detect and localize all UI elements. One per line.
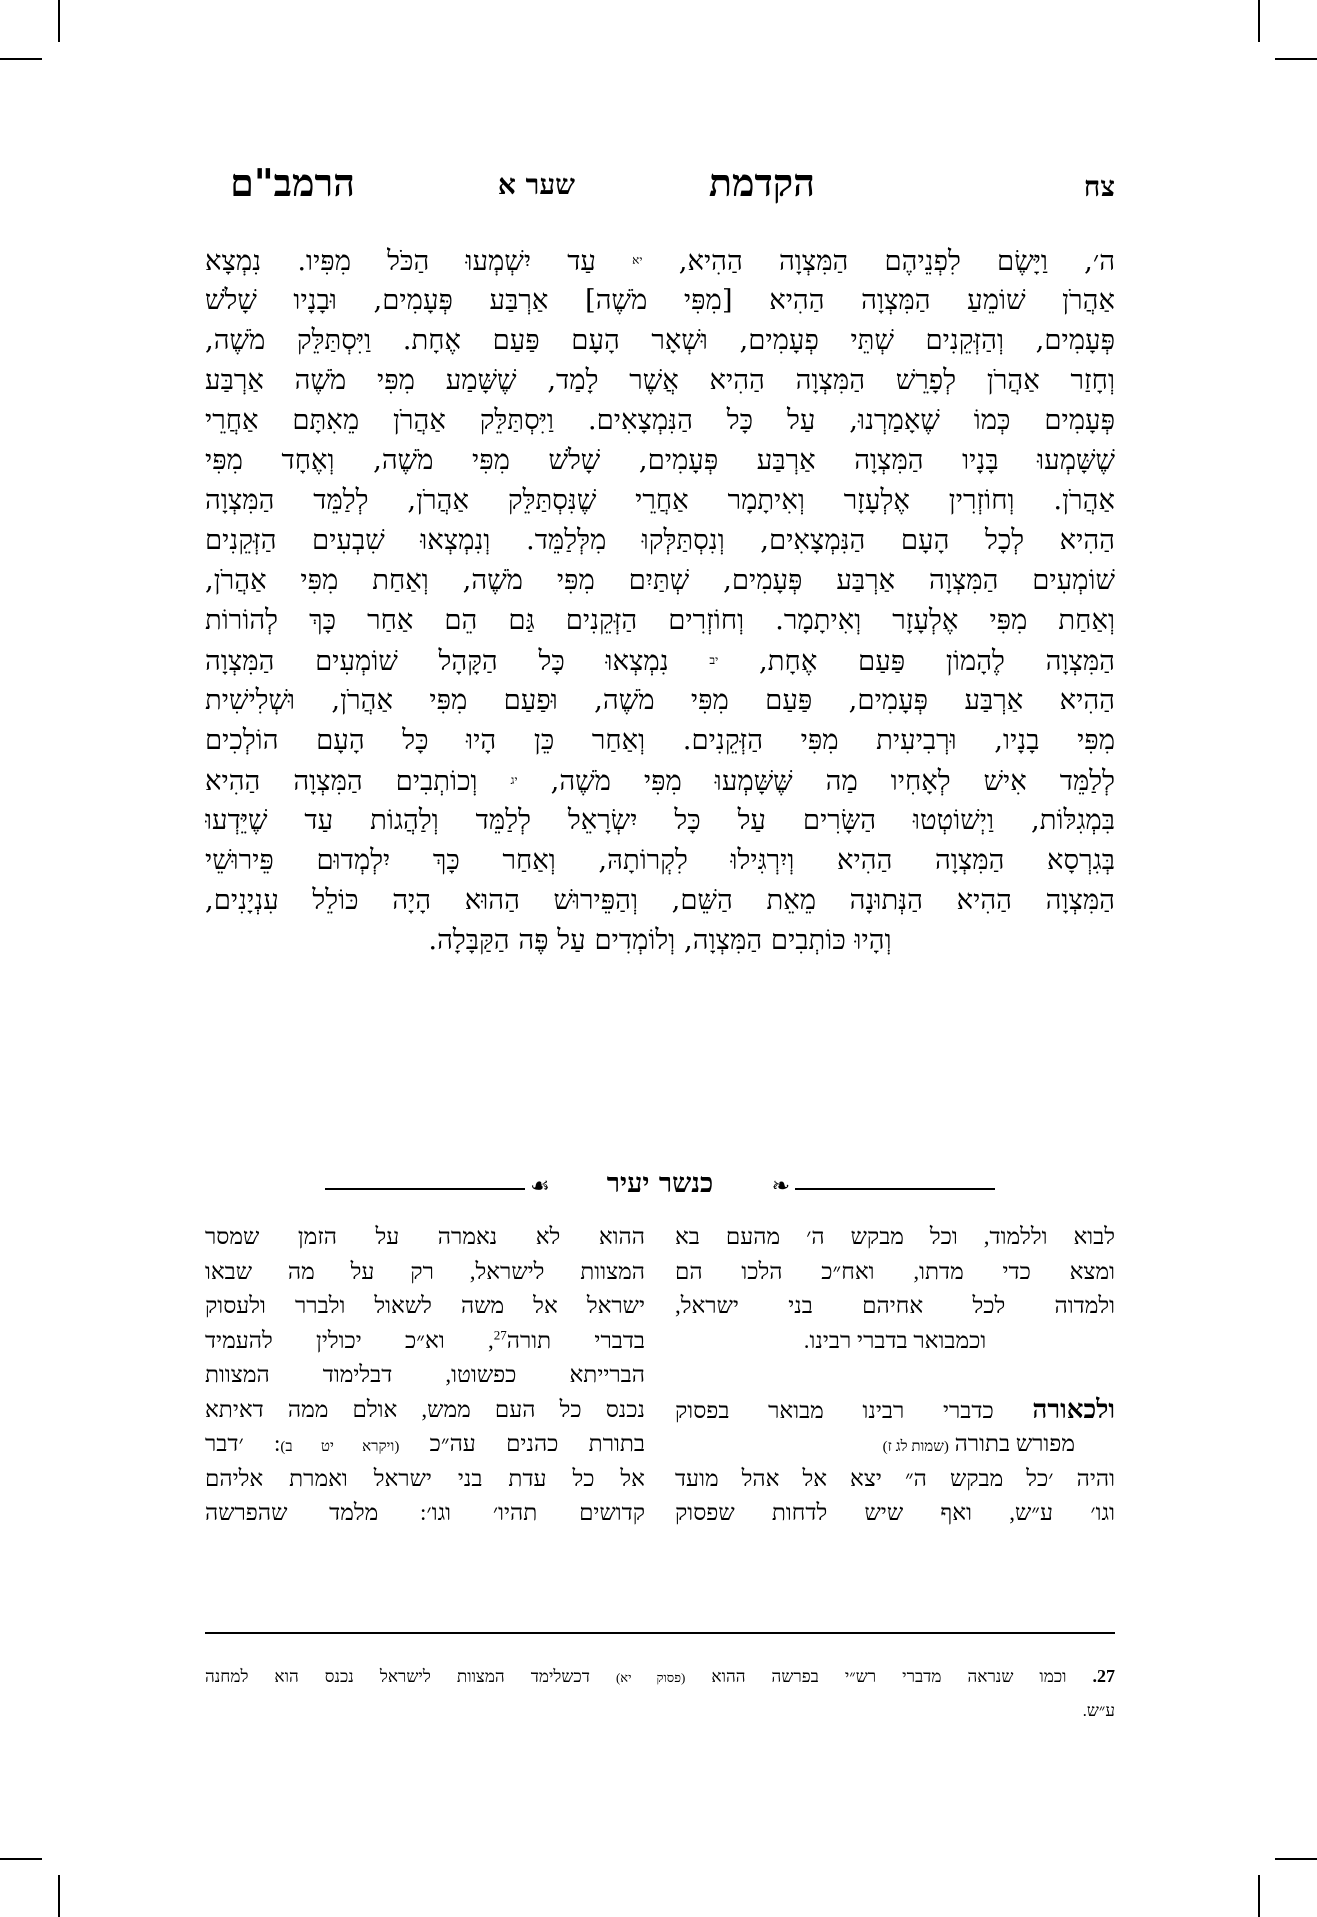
text-line: מִפִּי בָנָיו, וּרְבִיעִית מִפִּי הַזְּקֵנִים. וְאַחַר כֵּן הָיוּ כָּל הָעָם הוֹלְכִים xyxy=(205,724,1115,756)
footnote-line: 27. וכמו שנראה מדברי רש״י בפרשה ההוא (פסוק יא) דכשלימד המצוות לישראל נכנס הוא למחנה xyxy=(205,1666,1116,1686)
footnote-line: ע״ש. xyxy=(1082,1701,1115,1720)
main-text xyxy=(205,240,1115,960)
text-line: לְלַמֵּד אִישׁ לְאָחִיו מַה שֶּׁשָּׁמְעוּ מִפִּי מֹשֶׁה, $^{יג}$ וְכוֹתְבִים הַמִּצְוָה הַהִיא xyxy=(205,765,1115,797)
text-line: ישראל אל משה לשאול ולברר ולעסוק xyxy=(205,1293,645,1318)
crop-mark xyxy=(1258,1875,1260,1917)
paragraph-marker: יג xyxy=(510,773,518,787)
text-line: וכמבואר בדברי רבינו. xyxy=(803,1327,987,1353)
text-line: בְּגִרְסָא הַמִּצְוָה הַהִיא וְיִרְגִּילוּ לִקְרוֹתָהּ, וְאַחַר כָּךְ יִלְמְדוּם פֵּירוּשֵׁי xyxy=(205,844,1115,876)
book-title: הרמב"ם xyxy=(230,160,355,205)
commentary-column-left xyxy=(205,1220,645,1531)
commentary-divider xyxy=(325,1168,995,1202)
source-reference: (פסוק יא) xyxy=(615,1670,686,1685)
text-line: הַמִּצְוָה הַהִיא הַנְּתוּנָה מֵאֵת הַשֵּׁם, וְהַפֵּירוּשׁ הַהוּא הָיָה כּוֹלֵל עִנְיָנִים, xyxy=(205,884,1115,916)
text-line: לבוא וללמוד, וכל מבקש ה׳ מהעם בא xyxy=(675,1224,1115,1249)
paragraph-marker: יב xyxy=(709,653,719,667)
text-line: הברייתא כפשוטו, דבלימוד המצוות xyxy=(205,1362,645,1387)
text-line: הַהִיא לְכָל הָעָם הַנִּמְצָאִים, וְנִסְתַּלְּקוּ מִלְּלַמֵּד. וְנִמְצְאוּ שִׁבְעִים הַזְּקֵנִים xyxy=(205,524,1115,556)
text-line: פְּעָמִים כְּמוֹ שֶׁאָמַרְנוּ, עַל כָּל הַנִּמְצָאִים. וַיִּסְתַּלֵּק אַהֲרֹן מֵאִתָּם אַחֲרֵי xyxy=(205,404,1115,436)
text-line: פְּעָמִים, וְהַזְּקֵנִים שְׁתֵּי פְעָמִים, וּשְׁאָר הָעָם פַּעַם אֶחָת. וַיִּסְתַּלֵּק מֹשֶׁה, xyxy=(205,324,1115,356)
page-number: צח xyxy=(1083,170,1115,203)
text-line: ה׳, וַיָּשֶׂם לִפְנֵיהֶם הַמִּצְוָה הַהִיא, $^{יא}$ עַד יִשְׁמְעוּ הַכֹּל מִפִּיו. נִמְצָא xyxy=(205,245,1115,277)
lead-word: ולכאורה xyxy=(1032,1394,1116,1425)
crop-mark xyxy=(1275,58,1317,60)
text-line: נכנס כל העם ממש, אולם ממה דאיתא xyxy=(205,1396,645,1422)
text-line: המצוות לישראל, רק על מה שבאו xyxy=(205,1258,645,1284)
text-line: בדברי תורה$^{27}$, וא״כ יכולין להעמיד xyxy=(205,1326,645,1353)
paragraph-gap xyxy=(675,1358,1115,1393)
footnote-number: 27. xyxy=(1092,1666,1116,1686)
text-line: וְהָיוּ כּוֹתְבִים הַמִּצְוָה, וְלוֹמְדִים עַל פֶּה הַקַּבָּלָה. xyxy=(428,924,892,956)
running-header xyxy=(205,160,1115,220)
footnote-rule xyxy=(205,1632,1115,1634)
flourish-ornament-icon: ❧ xyxy=(771,1174,790,1199)
text-line: בתורת כהנים עה״כ (ויקרא יט ב): ׳דבר xyxy=(205,1431,645,1456)
text-line: אל כל עדת בני ישראל ואמרת אליהם xyxy=(205,1465,645,1491)
divider-rule xyxy=(325,1188,525,1190)
source-reference: (שמות לג ז) xyxy=(882,1439,949,1455)
text-line: ולכאורה כדברי רבינו מבואר בפסוק xyxy=(675,1394,1116,1425)
text-line: קדושים תהיו׳ וגו׳: מלמד שהפרשה xyxy=(205,1500,645,1525)
commentary-column-right xyxy=(675,1220,1115,1531)
gate-label: שער א xyxy=(497,168,575,201)
commentary-title: כנשר יעיר xyxy=(606,1168,714,1199)
text-line: הַמִּצְוָה לֶהָמוֹן פַּעַם אֶחָת, $^{יב}$ נִמְצְאוּ כָּל הַקָּהָל שׁוֹמְעִים הַמִּצְוָה xyxy=(205,645,1115,677)
crop-mark xyxy=(1258,0,1260,42)
footnote-27 xyxy=(205,1660,1115,1727)
flourish-ornament-icon: ☙ xyxy=(530,1174,550,1199)
text-line: וגו׳ ע״ש, ואף שיש לדחות שפסוק xyxy=(675,1500,1115,1525)
text-line: והיה ׳כל מבקש ה״ יצא אל אהל מועד xyxy=(675,1465,1115,1491)
crop-mark xyxy=(0,1858,42,1860)
text-line: אַהֲרֹן. וְחוֹזְרִין אֶלְעָזָר וְאִיתָמָר אַחֲרֵי שֶׁנִּסְתַּלֵּק אַהֲרֹן, לְלַמֵּד הַמִּצְוָה xyxy=(205,484,1115,516)
text-line: שׁוֹמְעִים הַמִּצְוָה אַרְבַּע פְּעָמִים, שְׁתַּיִם מִפִּי מֹשֶׁה, וְאַחַת מִפִּי אַהֲרֹן, xyxy=(205,564,1115,596)
section-title: הקדמת xyxy=(708,160,815,205)
crop-mark xyxy=(1275,1858,1317,1860)
text-line: וְאַחַת מִפִּי אֶלְעָזָר וְאִיתָמָר. וְחוֹזְרִים הַזְּקֵנִים גַּם הֵם אַחַר כָּךְ לְהוֹרוֹת xyxy=(205,604,1115,636)
source-reference: (ויקרא יט ב) xyxy=(280,1439,400,1455)
footnote-ref[interactable]: 27 xyxy=(493,1326,507,1342)
crop-mark xyxy=(58,1875,60,1917)
text-line: שֶׁשָּׁמְעוּ בָּנָיו הַמִּצְוָה אַרְבַּע פְּעָמִים, שָׁלֹשׁ מִפִּי מֹשֶׁה, וְאֶחָד מִפִּי xyxy=(205,444,1115,476)
text-line: מפורש בתורה (שמות לג ז) xyxy=(882,1431,1075,1456)
text-line: וְחָזַר אַהֲרֹן לְפָרֵשׁ הַמִּצְוָה הַהִיא אֲשֶׁר לָמַד, שֶׁשָּׁמַע מִפִּי מֹשֶׁה אַרְבַּע xyxy=(205,364,1115,396)
text-line: אַהֲרֹן שׁוֹמֵעַ הַמִּצְוָה הַהִיא [מִפִּי מֹשֶׁה] אַרְבַּע פְּעָמִים, וּבָנָיו שָׁלֹשׁ xyxy=(205,284,1115,316)
text-line: הַהִיא אַרְבַּע פְּעָמִים, פַּעַם מִפִּי מֹשֶׁה, וּפַעַם מִפִּי אַהֲרֹן, וּשְׁלִישִׁית xyxy=(205,684,1115,716)
crop-mark xyxy=(0,58,42,60)
text-line: ולמדוה לכל אחיהם בני ישראל, xyxy=(675,1293,1115,1318)
text-line: בִּמְגִלּוֹת, וַיְשׁוֹטְטוּ הַשָּׂרִים עַל כָּל יִשְׂרָאֵל לְלַמֵּד וְלַהֲגוֹת עַד שֶׁיֵּדְעוּ xyxy=(205,804,1115,836)
paragraph-marker: יא xyxy=(632,253,643,267)
crop-mark xyxy=(58,0,60,42)
text-line: ומצא כדי מדתו, ואח״כ הלכו הם xyxy=(675,1258,1115,1284)
text-line: ההוא לא נאמרה על הזמן שמסר xyxy=(205,1224,645,1249)
